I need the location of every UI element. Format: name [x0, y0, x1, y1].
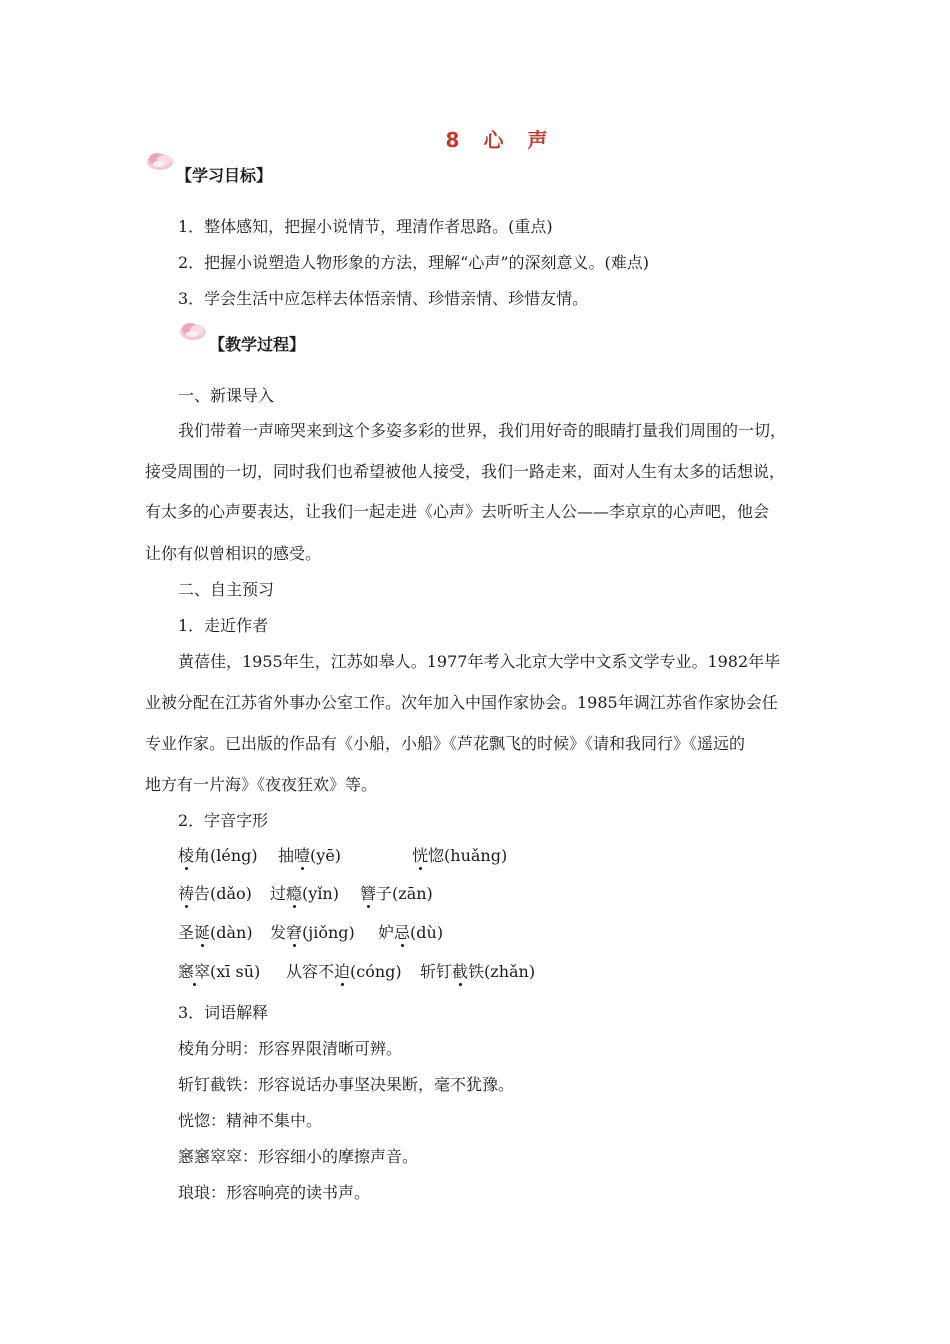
- intro-line: 让你有似曾相识的感受。: [145, 544, 322, 563]
- vocab-heading: 3．词语解释: [178, 1003, 269, 1022]
- goal-item: 3．学会生活中应怎样去体悟亲情、珍惜亲情、珍惜友情。: [178, 289, 589, 308]
- vocab-item: 棱角分明：形容界限清晰可辨。: [178, 1039, 403, 1058]
- vocab-item: 窸窸窣窣：形容细小的摩擦声音。: [178, 1147, 419, 1166]
- part2-heading: 二、自主预习: [178, 580, 275, 599]
- pron-item: 簪子(zān): [360, 884, 433, 903]
- pink-flower-icon: [178, 320, 208, 342]
- intro-line: 我们带着一声啼哭来到这个多姿多彩的世界，我们用好奇的眼睛打量我们周围的一切，: [178, 421, 787, 440]
- author-line: 地方有一片海》《夜夜狂欢》等。: [145, 775, 378, 794]
- process-heading: 【教学过程】: [209, 335, 306, 354]
- pron-item: 发窘(jiǒng): [270, 923, 355, 942]
- author-line: 专业作家。已出版的作品有《小船，小船》《芦花飘飞的时候》《请和我同行》《遥远的: [145, 734, 746, 753]
- pron-item: 棱角(léng): [178, 846, 258, 865]
- intro-line: 有太多的心声要表达，让我们一起走进《心声》去听听主人公——李京京的心声吧，他会: [145, 502, 770, 521]
- goals-heading: 【学习目标】: [176, 166, 273, 185]
- author-line: 业被分配在江苏省外事办公室工作。次年加入中国作家协会。1985年调江苏省作家协会任: [145, 693, 778, 712]
- pron-item: 圣诞(dàn): [178, 923, 253, 942]
- author-line: 黄蓓佳，1955年生，江苏如皋人。1977年考入北京大学中文系文学专业。1982年毕: [178, 652, 781, 671]
- pron-heading: 2．字音字形: [178, 811, 269, 830]
- pron-item: 祷告(dǎo): [178, 884, 252, 903]
- pron-item: 斩钉截铁(zhǎn): [420, 962, 536, 981]
- goal-item: 1．整体感知，把握小说情节，理清作者思路。(重点): [178, 217, 553, 236]
- pron-item: 过瘾(yǐn): [270, 884, 339, 903]
- part1-heading: 一、新课导入: [178, 386, 275, 405]
- pron-item: 窸窣(xī sū): [178, 962, 261, 981]
- pron-item: 从容不迫(cóng): [286, 962, 402, 981]
- vocab-item: 琅琅：形容响亮的读书声。: [178, 1183, 371, 1202]
- author-heading: 1．走近作者: [178, 616, 269, 635]
- pron-item: 妒忌(dù): [378, 923, 444, 942]
- pron-item: 抽噎(yē): [278, 846, 342, 865]
- pron-item: 恍惚(huǎng): [412, 846, 508, 865]
- intro-line: 接受周围的一切，同时我们也希望被他人接受，我们一路走来，面对人生有太多的话想说，: [145, 462, 786, 481]
- vocab-item: 恍惚：精神不集中。: [178, 1111, 323, 1130]
- vocab-item: 斩钉截铁：形容说话办事坚决果断，毫不犹豫。: [178, 1075, 515, 1094]
- pink-flower-icon: [145, 150, 175, 172]
- page-title: 8 心 声: [445, 128, 550, 152]
- goal-item: 2．把握小说塑造人物形象的方法，理解“心声”的深刻意义。(难点): [178, 253, 650, 272]
